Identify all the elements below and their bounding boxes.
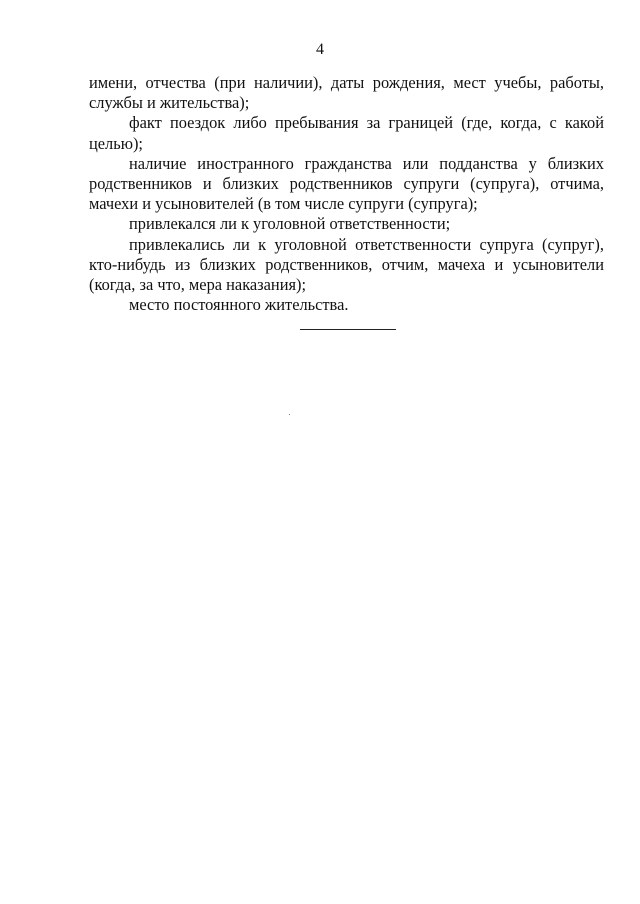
paragraph-criminal-liability-relatives: привлекались ли к уголовной ответственности супруга (супруг), кто-нибудь из близких родственников, отчим, мачеха и усыновители (когда, за что, мера наказания); — [89, 234, 604, 295]
end-of-text-rule — [300, 329, 396, 330]
paragraph-permanent-residence: место постоянного жительства. — [129, 295, 349, 315]
paragraph-criminal-liability-self: привлекался ли к уголовной ответственности; — [129, 214, 451, 234]
paragraph-foreign-citizenship: наличие иностранного гражданства или подданства у близких родственников и близких родственников супруги (супруга), отчима, мачехи и усыновителей (в том числе супруги (супруга); — [89, 153, 604, 214]
scan-speck — [289, 414, 290, 415]
paragraph-continuation: имени, отчества (при наличии), даты рождения, мест учебы, работы, службы и жительства); — [89, 73, 604, 113]
paragraph-travel-abroad: факт поездок либо пребывания за границей (где, когда, с какой целью); — [89, 113, 604, 153]
page-number: 4 — [316, 41, 324, 58]
document-body — [89, 73, 604, 315]
